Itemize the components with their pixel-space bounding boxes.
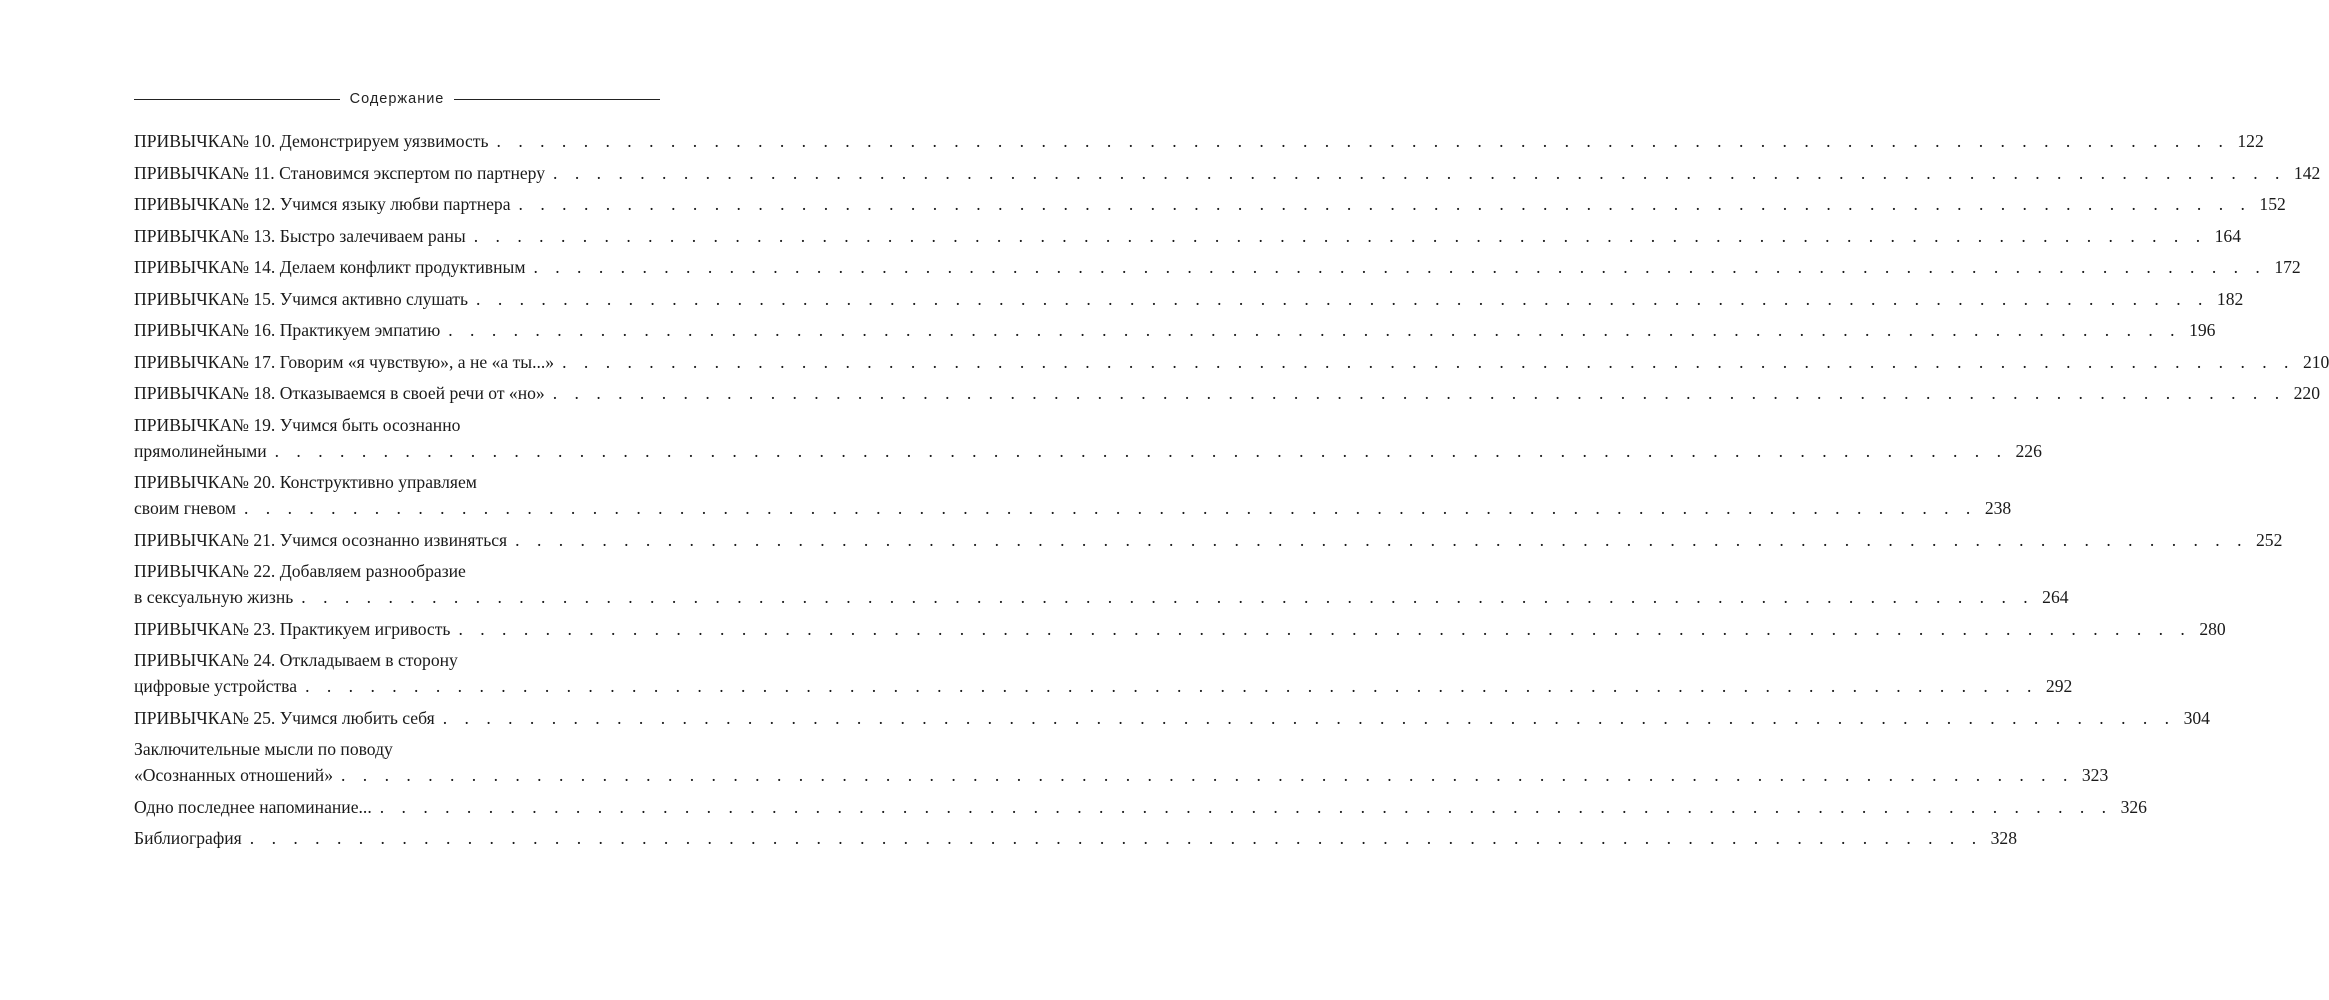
dot-leader: . . . . . . . . . . . . . . . . . . . . . . . . . . . . . . . . . . . . . . . . . . . . . . . . . . . . . . . . . . . . . . . . . . . . . . . . . . . . . . . . bbox=[448, 320, 2182, 340]
toc-entry[interactable] bbox=[134, 286, 2244, 312]
toc-entry-line bbox=[134, 825, 2018, 851]
toc-page-number: 172 bbox=[2274, 257, 2301, 277]
header-rule-right bbox=[454, 99, 660, 100]
dot-leader: . . . . . . . . . . . . . . . . . . . . . . . . . . . . . . . . . . . . . . . . . . . . . . . . . . . . . . . . . . . . . . . . . . . . . . . . . . . . . . . . bbox=[249, 828, 1983, 848]
dot-leader: . . . . . . . . . . . . . . . . . . . . . . . . . . . . . . . . . . . . . . . . . . . . . . . . . . . . . . . . . . . . . . . . . . . . . . . . . . . . . . . . bbox=[553, 162, 2286, 183]
header-rule-left bbox=[134, 99, 340, 100]
dot-leader: . . . . . . . . . . . . . . . . . . . . . . . . . . . . . . . . . . . . . . . . . . . . . . . . . . . . . . . . . . . . . . . . . . . . . . . . . . . . . . . . bbox=[562, 351, 2295, 372]
toc-entry-title-line: ПРИВЫЧКА№ 22. Добавляем разнообразие bbox=[134, 561, 466, 581]
dot-leader: . . . . . . . . . . . . . . . . . . . . . . . . . . . . . . . . . . . . . . . . . . . . . . . . . . . . . . . . . . . . . . . . . . . . . . . . . . . . . . . . bbox=[243, 498, 1977, 518]
toc-entry-title: ПРИВЫЧКА№ 16. Практикуем эмпатию bbox=[134, 320, 441, 340]
toc-entry-title: ПРИВЫЧКА№ 25. Учимся любить себя bbox=[134, 707, 435, 728]
toc-entry[interactable] bbox=[134, 412, 2042, 464]
toc-page-number: 252 bbox=[2256, 529, 2283, 550]
toc-page-number: 152 bbox=[2259, 194, 2286, 214]
toc-entry[interactable] bbox=[134, 616, 2226, 642]
toc-entry-title: ПРИВЫЧКА№ 11. Становимся экспертом по партнеру bbox=[134, 162, 546, 183]
toc-page-number: 182 bbox=[2216, 288, 2244, 309]
dot-leader: . . . . . . . . . . . . . . . . . . . . . . . . . . . . . . . . . . . . . . . . . . . . . . . . . . . . . . . . . . . . . . . . . . . . . . . . . . . . . . . . bbox=[305, 676, 2038, 696]
toc-entry-line bbox=[134, 160, 2321, 186]
toc-entry-title: Одно последнее напоминание... bbox=[134, 796, 372, 817]
dot-leader: . . . . . . . . . . . . . . . . . . . . . . . . . . . . . . . . . . . . . . . . . . . . . . . . . . . . . . . . . . . . . . . . . . . . . . . . . . . . . . . . bbox=[533, 257, 2267, 277]
toc-entry-title-line: ПРИВЫЧКА№ 20. Конструктивно управляем bbox=[134, 472, 477, 492]
toc-entry[interactable] bbox=[134, 825, 2018, 851]
toc-entry-line bbox=[134, 527, 2283, 553]
toc-page-number: 292 bbox=[2045, 676, 2073, 696]
toc-entry[interactable] bbox=[134, 380, 2320, 406]
toc-entry-line bbox=[134, 128, 2264, 154]
toc-page-number: 304 bbox=[2183, 707, 2210, 728]
dot-leader: . . . . . . . . . . . . . . . . . . . . . . . . . . . . . . . . . . . . . . . . . . . . . . . . . . . . . . . . . . . . . . . . . . . . . . . . . . . . . . . . bbox=[552, 383, 2286, 403]
toc-page-number: 323 bbox=[2081, 765, 2109, 785]
toc-entry-line bbox=[134, 438, 2042, 464]
table-of-contents bbox=[134, 128, 2329, 857]
toc-entry-title: ПРИВЫЧКА№ 23. Практикуем игривость bbox=[134, 618, 451, 639]
toc-entry-title: своим гневом bbox=[134, 498, 236, 518]
toc-entry-line bbox=[134, 286, 2244, 312]
toc-entry[interactable] bbox=[134, 527, 2283, 553]
toc-entry-title-line: ПРИВЫЧКА№ 19. Учимся быть осознанно bbox=[134, 414, 461, 435]
toc-entry[interactable] bbox=[134, 223, 2241, 249]
toc-page-number: 280 bbox=[2199, 618, 2226, 639]
toc-page-number: 326 bbox=[2120, 796, 2147, 817]
dot-leader: . . . . . . . . . . . . . . . . . . . . . . . . . . . . . . . . . . . . . . . . . . . . . . . . . . . . . . . . . . . . . . . . . . . . . . . . . . . . . . . . bbox=[458, 618, 2192, 639]
toc-entry[interactable] bbox=[134, 469, 2012, 521]
toc-entry[interactable] bbox=[134, 160, 2321, 186]
toc-entry-title: ПРИВЫЧКА№ 21. Учимся осознанно извиняться bbox=[134, 529, 508, 550]
toc-entry-title: Библиография bbox=[134, 828, 242, 848]
toc-entry-line bbox=[134, 495, 2012, 521]
toc-entry-title: ПРИВЫЧКА№ 10. Демонстрируем уязвимость bbox=[134, 131, 489, 151]
page-title: Содержание bbox=[349, 91, 445, 107]
toc-entry-line bbox=[134, 794, 2147, 820]
toc-entry-line bbox=[134, 673, 2073, 699]
toc-page-number: 164 bbox=[2214, 225, 2241, 246]
toc-page-number: 122 bbox=[2237, 131, 2264, 151]
toc-entry[interactable] bbox=[134, 317, 2216, 343]
toc-entry[interactable] bbox=[134, 254, 2301, 280]
dot-leader: . . . . . . . . . . . . . . . . . . . . . . . . . . . . . . . . . . . . . . . . . . . . . . . . . . . . . . . . . . . . . . . . . . . . . . . . . . . . . . . . bbox=[476, 288, 2209, 309]
page-header bbox=[134, 89, 660, 109]
toc-entry[interactable] bbox=[134, 349, 2329, 375]
toc-entry[interactable] bbox=[134, 191, 2286, 217]
dot-leader: . . . . . . . . . . . . . . . . . . . . . . . . . . . . . . . . . . . . . . . . . . . . . . . . . . . . . . . . . . . . . . . . . . . . . . . . . . . . . . . . bbox=[301, 587, 2035, 607]
toc-entry-line bbox=[134, 616, 2226, 642]
toc-entry-title: ПРИВЫЧКА№ 14. Делаем конфликт продуктивным bbox=[134, 257, 526, 277]
dot-leader: . . . . . . . . . . . . . . . . . . . . . . . . . . . . . . . . . . . . . . . . . . . . . . . . . . . . . . . . . . . . . . . . . . . . . . . . . . . . . . . . bbox=[518, 194, 2252, 214]
dot-leader: . . . . . . . . . . . . . . . . . . . . . . . . . . . . . . . . . . . . . . . . . . . . . . . . . . . . . . . . . . . . . . . . . . . . . . . . . . . . . . . . bbox=[274, 440, 2008, 461]
toc-entry-title: цифровые устройства bbox=[134, 676, 298, 696]
toc-entry-title: ПРИВЫЧКА№ 13. Быстро залечиваем раны bbox=[134, 225, 466, 246]
toc-page-number: 328 bbox=[1990, 828, 2018, 848]
toc-entry-line bbox=[134, 705, 2210, 731]
dot-leader: . . . . . . . . . . . . . . . . . . . . . . . . . . . . . . . . . . . . . . . . . . . . . . . . . . . . . . . . . . . . . . . . . . . . . . . . . . . . . . . . bbox=[379, 796, 2113, 817]
toc-entry-line bbox=[134, 191, 2286, 217]
toc-page-number: 220 bbox=[2293, 383, 2320, 403]
dot-leader: . . . . . . . . . . . . . . . . . . . . . . . . . . . . . . . . . . . . . . . . . . . . . . . . . . . . . . . . . . . . . . . . . . . . . . . . . . . . . . . . bbox=[515, 529, 2248, 550]
toc-entry-line bbox=[134, 349, 2329, 375]
toc-entry[interactable] bbox=[134, 558, 2069, 610]
toc-page-number: 226 bbox=[2015, 440, 2042, 461]
toc-entry-title: прямолинейными bbox=[134, 440, 267, 461]
toc-entry-line bbox=[134, 223, 2241, 249]
toc-entry-title: ПРИВЫЧКА№ 12. Учимся языку любви партнера bbox=[134, 194, 511, 214]
dot-leader: . . . . . . . . . . . . . . . . . . . . . . . . . . . . . . . . . . . . . . . . . . . . . . . . . . . . . . . . . . . . . . . . . . . . . . . . . . . . . . . . bbox=[496, 131, 2230, 151]
toc-entry[interactable] bbox=[134, 736, 2109, 788]
toc-entry-title: ПРИВЫЧКА№ 17. Говорим «я чувствую», а не «а ты...» bbox=[134, 351, 555, 372]
toc-page-number: 142 bbox=[2293, 162, 2321, 183]
toc-entry-title-line: ПРИВЫЧКА№ 24. Откладываем в сторону bbox=[134, 650, 458, 670]
toc-entry-line bbox=[134, 762, 2109, 788]
toc-entry-title: в сексуальную жизнь bbox=[134, 587, 294, 607]
toc-entry-title: ПРИВЫЧКА№ 18. Отказываемся в своей речи от «но» bbox=[134, 383, 545, 403]
toc-entry[interactable] bbox=[134, 128, 2264, 154]
toc-entry-line bbox=[134, 584, 2069, 610]
dot-leader: . . . . . . . . . . . . . . . . . . . . . . . . . . . . . . . . . . . . . . . . . . . . . . . . . . . . . . . . . . . . . . . . . . . . . . . . . . . . . . . . bbox=[341, 765, 2074, 785]
toc-entry[interactable] bbox=[134, 794, 2147, 820]
toc-page-number: 196 bbox=[2189, 320, 2216, 340]
dot-leader: . . . . . . . . . . . . . . . . . . . . . . . . . . . . . . . . . . . . . . . . . . . . . . . . . . . . . . . . . . . . . . . . . . . . . . . . . . . . . . . . bbox=[442, 707, 2176, 728]
toc-entry-title-line: Заключительные мысли по поводу bbox=[134, 739, 393, 759]
toc-page-number: 238 bbox=[1984, 498, 2012, 518]
toc-page-number: 210 bbox=[2302, 351, 2329, 372]
toc-entry-line bbox=[134, 254, 2301, 280]
toc-entry-title: ПРИВЫЧКА№ 15. Учимся активно слушать bbox=[134, 288, 469, 309]
toc-entry[interactable] bbox=[134, 705, 2210, 731]
toc-entry-line bbox=[134, 380, 2320, 406]
dot-leader: . . . . . . . . . . . . . . . . . . . . . . . . . . . . . . . . . . . . . . . . . . . . . . . . . . . . . . . . . . . . . . . . . . . . . . . . . . . . . . . . bbox=[473, 225, 2207, 246]
toc-page-number: 264 bbox=[2042, 587, 2069, 607]
toc-entry-line bbox=[134, 317, 2216, 343]
toc-entry-title: «Осознанных отношений» bbox=[134, 765, 333, 785]
toc-entry[interactable] bbox=[134, 647, 2073, 699]
